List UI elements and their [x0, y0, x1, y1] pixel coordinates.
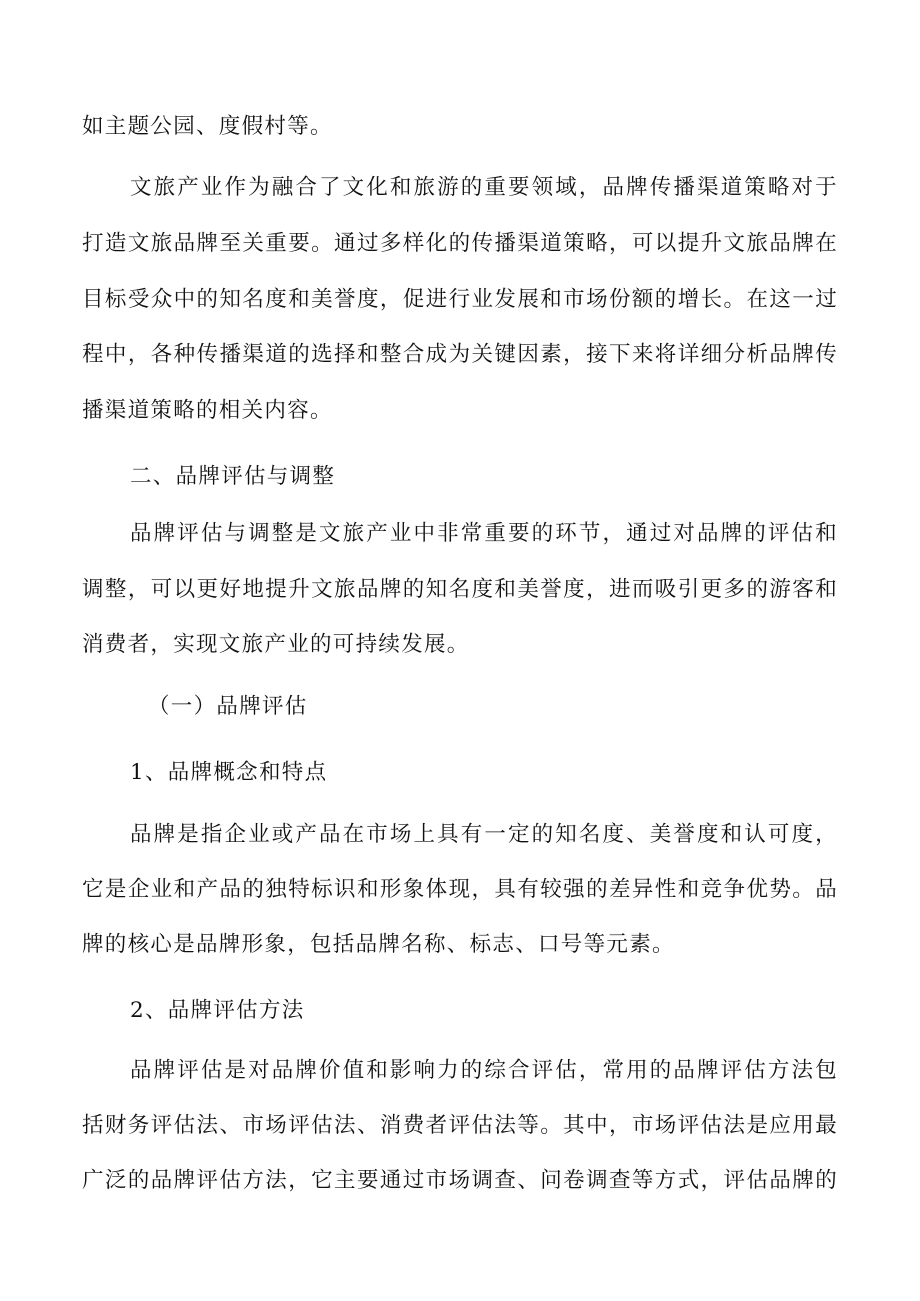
paragraph-line: 文旅产业作为融合了文化和旅游的重要领域，品牌传播渠道策略对于 — [130, 175, 838, 200]
item-heading: 1、品牌概念和特点 — [130, 760, 328, 785]
paragraph-line: 括财务评估法、市场评估法、消费者评估法等。其中，市场评估法是应用最 — [82, 1113, 838, 1138]
section-heading: 二、品牌评估与调整 — [130, 464, 336, 489]
paragraph-line: 目标受众中的知名度和美誉度，促进行业发展和市场份额的增长。在这一过 — [82, 287, 838, 312]
paragraph-line: 品牌是指企业或产品在市场上具有一定的知名度、美誉度和认可度， — [130, 822, 838, 847]
item-heading: 2、品牌评估方法 — [130, 998, 305, 1023]
paragraph-line: 程中，各种传播渠道的选择和整合成为关键因素，接下来将详细分析品牌传 — [82, 342, 838, 367]
paragraph-line: 品牌评估与调整是文旅产业中非常重要的环节，通过对品牌的评估和 — [130, 521, 838, 546]
paragraph-line: 品牌评估是对品牌价值和影响力的综合评估，常用的品牌评估方法包 — [130, 1058, 838, 1083]
paragraph-line: 消费者，实现文旅产业的可持续发展。 — [82, 632, 470, 657]
paragraph-line: 打造文旅品牌至关重要。通过多样化的传播渠道策略，可以提升文旅品牌在 — [82, 231, 838, 256]
paragraph-line: 它是企业和产品的独特标识和形象体现，具有较强的差异性和竞争优势。品 — [82, 877, 838, 902]
paragraph-line: 播渠道策略的相关内容。 — [82, 398, 333, 423]
paragraph-line: 广泛的品牌评估方法，它主要通过市场调查、问卷调查等方式，评估品牌的 — [82, 1168, 838, 1193]
paragraph-line: 调整，可以更好地提升文旅品牌的知名度和美誉度，进而吸引更多的游客和 — [82, 577, 838, 602]
paragraph-line: 如主题公园、度假村等。 — [82, 114, 333, 139]
subsection-heading: （一）品牌评估 — [148, 694, 308, 719]
paragraph-line: 牌的核心是品牌形象，包括品牌名称、标志、口号等元素。 — [82, 932, 675, 957]
